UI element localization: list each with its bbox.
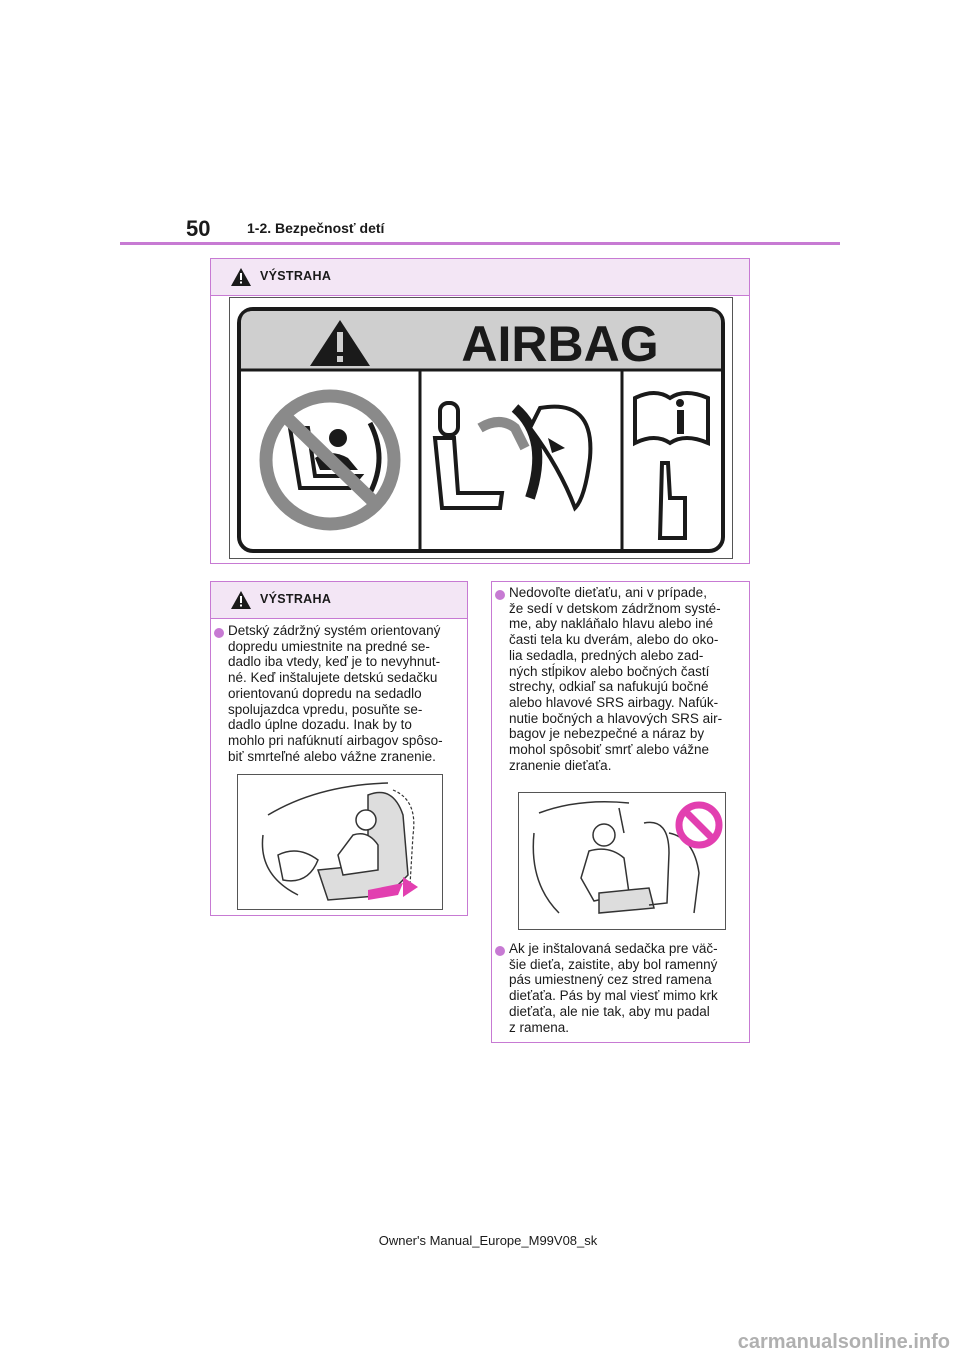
bullet-icon bbox=[495, 590, 505, 600]
text-line: bagov je nebezpečné a náraz by bbox=[509, 726, 705, 742]
forward-facing-seat-illustration bbox=[237, 774, 443, 910]
child-leaning-graphic bbox=[519, 793, 725, 929]
warning-text-head-lean bbox=[509, 585, 749, 773]
page-number: 50 bbox=[186, 216, 211, 241]
text-line: né. Keď inštalujete detskú sedačku bbox=[228, 670, 438, 686]
text-line: Detský zádržný systém orientovaný bbox=[228, 623, 441, 638]
text-line: strechy, odkiaľ sa nafukujú bočné bbox=[509, 679, 709, 695]
warning-box-forward-facing-seat bbox=[210, 581, 468, 916]
text-line: z ramena. bbox=[509, 1019, 570, 1035]
text-line: zranenie dieťaťa. bbox=[509, 757, 612, 773]
text-line: me, aby nakláňalo hlavu alebo iné bbox=[509, 616, 714, 632]
warning-triangle-icon bbox=[231, 268, 251, 286]
text-line: dadlo úplne dozadu. Inak by to bbox=[228, 717, 412, 733]
text-line: šie dieťa, zaistite, aby bol ramenný bbox=[509, 956, 718, 972]
text-line: nutie bočných a hlavových SRS air- bbox=[509, 710, 723, 726]
text-line: dieťaťa. Pás by mal viesť mimo krk bbox=[509, 988, 718, 1004]
bullet-icon bbox=[214, 628, 224, 638]
text-line: Ak je inštalovaná sedačka pre väč- bbox=[509, 941, 718, 956]
text-line: že sedí v detskom zádržnom systé- bbox=[509, 600, 721, 616]
text-line: lia sedadla, predných alebo zad- bbox=[509, 647, 704, 663]
forward-seat-graphic bbox=[238, 775, 442, 909]
text-line: pás umiestnený cez stred ramena bbox=[509, 972, 712, 988]
watermark: carmanualsonline.info bbox=[737, 1331, 950, 1353]
text-line: orientovanú dopredu na sedadlo bbox=[228, 685, 422, 701]
text-line: dopredu umiestnite na predné se- bbox=[228, 638, 430, 654]
text-line: ných stĺpikov alebo bočných častí bbox=[509, 663, 710, 679]
text-line: mohol spôsobiť smrť alebo vážne bbox=[509, 742, 709, 758]
airbag-label-graphic bbox=[230, 298, 732, 558]
warning-box-child-head-airbag bbox=[491, 581, 750, 1043]
bullet-icon bbox=[495, 946, 505, 956]
prohibition-icon bbox=[679, 805, 719, 845]
warning-box-airbag-label bbox=[210, 258, 750, 564]
warning-title: VÝSTRAHA bbox=[260, 269, 332, 283]
airbag-label-text: AIRBAG bbox=[461, 316, 659, 372]
airbag-label-illustration bbox=[229, 297, 733, 559]
text-line: dadlo iba vtedy, keď je to nevyhnut- bbox=[228, 654, 441, 670]
section-title: 1-2. Bezpečnosť detí bbox=[247, 220, 385, 236]
warning-text-shoulder-belt bbox=[509, 941, 749, 1035]
header-rule bbox=[120, 242, 840, 245]
warning-triangle-icon bbox=[231, 591, 251, 609]
warning-title: VÝSTRAHA bbox=[260, 592, 332, 606]
warning-text-forward-facing bbox=[228, 623, 468, 764]
text-line: biť smrteľné alebo vážne zranenie. bbox=[228, 748, 436, 764]
text-line: alebo hlavové SRS airbagy. Nafúk- bbox=[509, 694, 719, 710]
text-line: dieťaťa, ale nie tak, aby mu padal bbox=[509, 1003, 710, 1019]
text-line: časti tela ku dverám, alebo do oko- bbox=[509, 632, 719, 648]
text-line: mohlo pri nafúknutí airbagov spôso- bbox=[228, 732, 443, 748]
warning-header bbox=[211, 582, 467, 619]
footer-manual-id: Owner's Manual_Europe_M99V08_sk bbox=[378, 1233, 598, 1248]
text-line: Nedovoľte dieťaťu, ani v prípade, bbox=[509, 585, 707, 600]
text-line: spolujazdca vpredu, posuňte se- bbox=[228, 701, 423, 717]
no-rear-facing-seat-icon bbox=[266, 396, 394, 524]
warning-header bbox=[211, 259, 749, 296]
child-leaning-prohibited-illustration bbox=[518, 792, 726, 930]
